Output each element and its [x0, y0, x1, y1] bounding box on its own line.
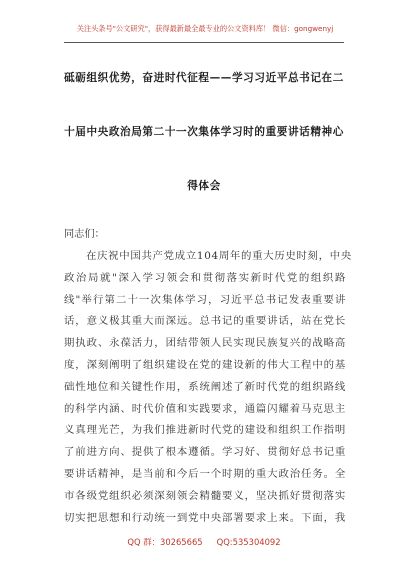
body-line: 线"举行第二十一次集体学习，习近平总书记发表重要讲: [64, 293, 346, 306]
body-line: 切实把思想和行动统一到党中央部署要求上来。下面，我: [64, 511, 346, 524]
body-line: 义真理光芒，为我们推进新时代党的建设和组织工作指明: [64, 424, 346, 437]
body-line: 在庆祝中国共产党成立104周年的重大历史时刻，中央: [86, 250, 352, 262]
salutation: 同志们：: [64, 229, 105, 240]
document-title-line-2: 十届中央政治局第二十一次集体学习时的重要讲话精神心: [64, 126, 344, 138]
body-line: 的科学内涵、时代价值和实践要求，通篇闪耀着马克思主: [64, 402, 346, 415]
body-line: 政治局就"深入学习领会和贯彻落实新时代党的组织路: [64, 271, 346, 284]
header-divider: [64, 42, 344, 43]
footer-qq-group: QQ 群：30265665: [127, 537, 203, 547]
body-line: 度，深刻阐明了组织建设在党的建设新的伟大工程中的基: [64, 358, 346, 371]
footer-contact: [0, 536, 408, 548]
body-line: 话，意义极其重大而深远。总书记的重要讲话，站在党长: [64, 315, 346, 328]
footer-qq-number: QQ:535304092: [216, 537, 281, 547]
body-line: 期执政、永葆活力，团结带领人民实现民族复兴的战略高: [64, 337, 346, 350]
header-promo-text: 关注头条号"公文研究"，获得最新最全最专业的公文资料库！ 微信：gongwenyj: [76, 24, 334, 33]
body-line: 市各级党组织必须深刻领会精髓要义，坚决抓好贯彻落实: [64, 489, 346, 502]
document-title-line-3: 得体会: [187, 180, 221, 192]
body-paragraph: [64, 246, 352, 529]
body-line: 础性地位和关键性作用，系统阐述了新时代党的组织路线: [64, 380, 346, 393]
body-line: 了前进方向、提供了根本遵循。学习好、贯彻好总书记重: [64, 446, 346, 459]
body-line: 要讲话精神，是当前和今后一个时期的重大政治任务。全: [64, 467, 346, 480]
document-title-line-1: 砥砺组织优势，奋进时代征程——学习习近平总书记在二: [64, 72, 344, 84]
